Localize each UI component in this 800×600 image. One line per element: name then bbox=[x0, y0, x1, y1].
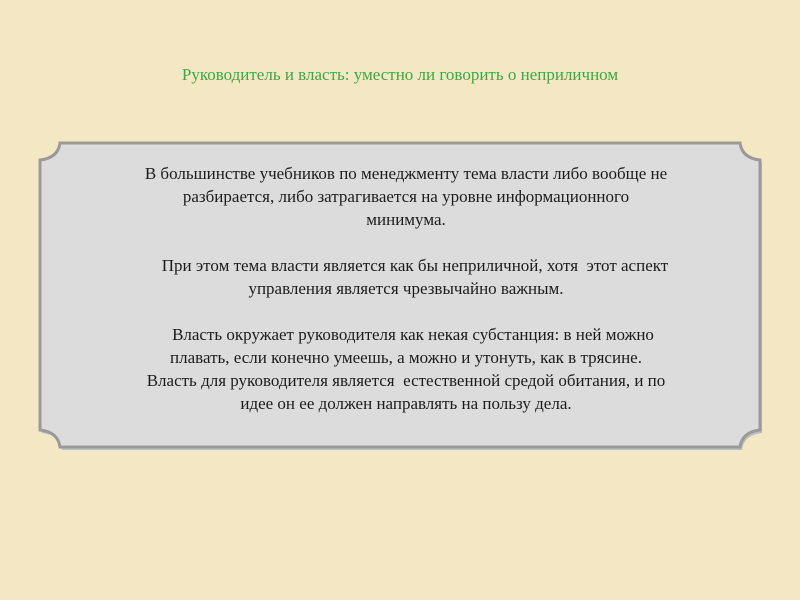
paragraph-3-line-1: Власть окружает руководителя как некая субстанция: в ней можно bbox=[172, 325, 654, 344]
slide-title: Руководитель и власть: уместно ли говорить о неприличном bbox=[181, 65, 619, 84]
paragraph-3-line-3: Власть для руководителя является естественной средой обитания, и по bbox=[146, 371, 666, 390]
paragraph-3-line-2: плавать, если конечно умеешь, а можно и утонуть, как в трясине. bbox=[170, 348, 642, 367]
paragraph-2-line-2: управления является чрезвычайно важным. bbox=[248, 279, 564, 298]
paragraph-gap bbox=[56, 231, 756, 254]
panel-text bbox=[56, 162, 756, 415]
paragraph-gap bbox=[56, 300, 756, 323]
paragraph-3-line-4: идее он ее должен направлять на пользу дела. bbox=[240, 394, 572, 413]
paragraph-2-line-1: При этом тема власти является как бы неприличной, хотя этот аспект bbox=[161, 256, 669, 275]
paragraph-1-line-2: разбирается, либо затрагивается на уровне информационного bbox=[182, 187, 630, 206]
paragraph-1-line-1: В большинстве учебников по менеджменту тема власти либо вообще не bbox=[144, 164, 668, 183]
paragraph-1-line-3: минимума. bbox=[366, 210, 446, 229]
